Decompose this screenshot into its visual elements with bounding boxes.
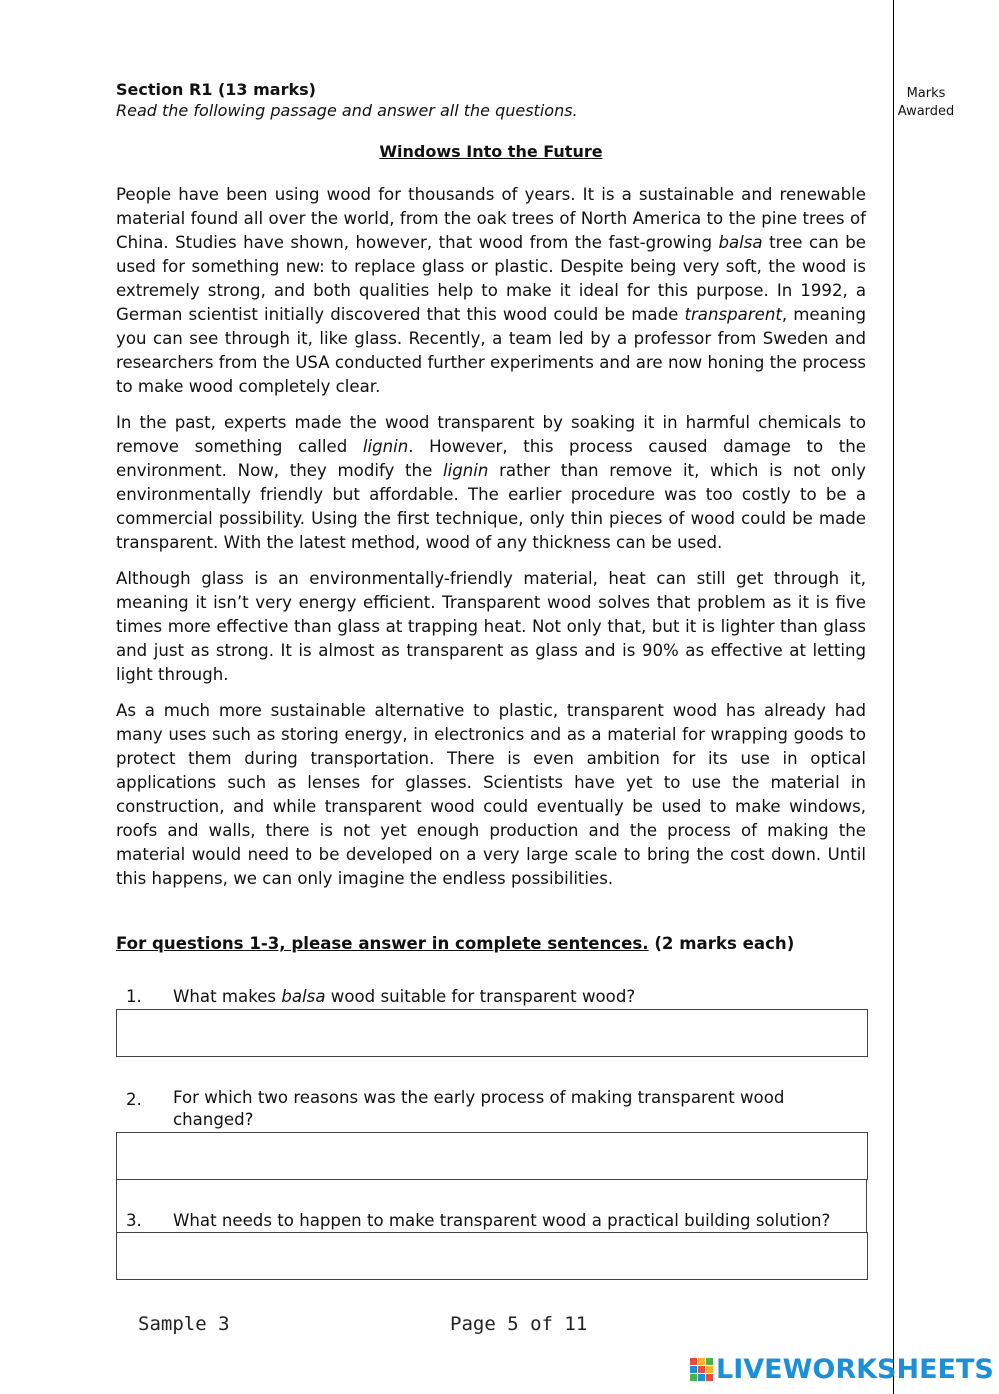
passage-paragraph-1: People have been using wood for thousands of years. It is a sustainable and renewable material found all over the world, from the oak trees of North America to the pine trees of China. Studies have shown, however, that wood from the fast-growing balsa tree can be used for something new: to replace glass or plastic. Despite being very soft, the wood is extremely strong, and both qualities help to make it ideal for this purpose. In 1992, a German scientist initially discovered that this wood could be made transparent, meaning you can see through it, like glass. Recently, a team led by a professor from Sweden and researchers from the USA conducted further experiments and are now honing the process to make wood completely clear.: [116, 185, 866, 396]
marks-label-line2: Awarded: [897, 104, 955, 119]
question-number: 2.: [126, 1090, 142, 1109]
answer-box-1[interactable]: [116, 1009, 868, 1057]
passage-title: Windows Into the Future: [379, 142, 603, 161]
question-text: What makes balsa wood suitable for transparent wood?: [173, 987, 636, 1006]
footer-sample: Sample 3: [138, 1313, 230, 1335]
question-number: 3.: [126, 1211, 142, 1230]
questions-instruction-text: For questions 1-3, please answer in complete sentences.: [116, 934, 649, 953]
liveworksheets-logo: [690, 1352, 994, 1386]
answer-box-3[interactable]: [116, 1232, 868, 1280]
question-text: What needs to happen to make transparent wood a practical building solution?: [173, 1211, 831, 1230]
answer-box-2[interactable]: [116, 1132, 868, 1180]
passage-paragraph-2: In the past, experts made the wood transparent by soaking it in harmful chemicals to remove something called lignin. However, this process caused damage to the environment. Now, they modify the lignin rather than remove it, which is not only environmentally friendly but affordable. The earlier procedure was too costly to be a commercial possibility. Using the first technique, only thin pieces of wood could be made transparent. With the latest method, wood of any thickness can be used.: [116, 413, 866, 552]
section-title: Section R1 (13 marks): [116, 80, 316, 99]
passage-paragraph-4: As a much more sustainable alternative to plastic, transparent wood has already had many uses such as storing energy, in electronics and as a material for wrapping goods to protect them during transportation. There is even ambition for its use in optical applications such as lenses for glasses. Scientists have yet to use the material in construction, and while transparent wood could eventually be used to make windows, roofs and walls, there is not yet enough production and the process of making the material would need to be developed on a very large scale to bring the cost down. Until this happens, we can only imagine the endless possibilities.: [116, 701, 866, 888]
question-number: 1.: [126, 987, 142, 1006]
question-3-frame-right: [866, 1179, 867, 1232]
passage-section: [116, 79, 866, 891]
marks-label-line1: Marks: [906, 86, 946, 101]
questions-marks: (2 marks each): [654, 934, 795, 953]
questions-instruction: [116, 932, 794, 956]
marks-column-divider: [893, 0, 894, 1394]
logo-text: LIVEWORKSHEETS: [716, 1353, 994, 1385]
passage-paragraph-3: Although glass is an environmentally-friendly material, heat can still get through it, meaning it isn’t very energy efficient. Transparent wood solves that problem as it is five times more effective than glass at trapping heat. Not only that, but it is lighter than glass and just as strong. It is almost as transparent as glass and is 90% as effective at letting light through.: [116, 569, 866, 684]
question-3-frame-left: [116, 1179, 117, 1232]
section-instruction: Read the following passage and answer all the questions.: [116, 101, 578, 120]
question-text: For which two reasons was the early process of making transparent wood changed?: [173, 1088, 785, 1129]
footer-page-number: Page 5 of 11: [450, 1313, 588, 1335]
marks-awarded-label: [896, 85, 956, 121]
logo-blocks-icon: [690, 1358, 713, 1381]
